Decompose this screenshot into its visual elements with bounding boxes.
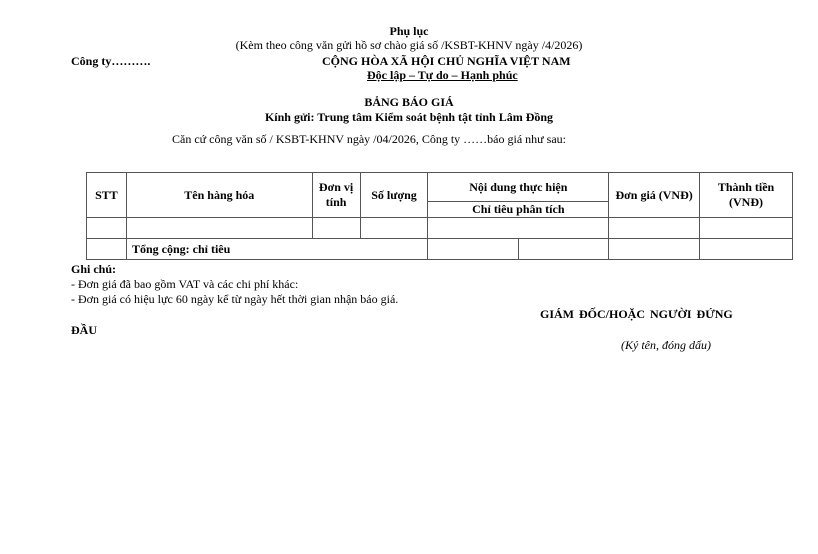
nation-title: CỘNG HÒA XÃ HỘI CHỦ NGHĨA VIỆT NAM (322, 54, 571, 68)
table-row (87, 218, 793, 239)
total-row (87, 239, 793, 260)
total-label: Tổng cộng: chỉ tiêu (126, 239, 428, 260)
table-cell[interactable] (428, 218, 609, 239)
table-cell[interactable] (428, 239, 519, 260)
header-quantity: Số lượng (360, 173, 428, 218)
header-unit-price: Đơn giá (VNĐ) (609, 173, 700, 218)
table-cell[interactable] (360, 218, 428, 239)
company-name: Công ty………. (71, 54, 151, 68)
header-item-name: Tên hàng hóa (126, 173, 312, 218)
header-content-sub: Chỉ tiêu phân tích (428, 202, 609, 218)
appendix-subtitle: (Kèm theo công văn gửi hồ sơ chào giá số /KSBT-KHNV ngày /4/2026) (235, 38, 583, 52)
quote-table (86, 172, 793, 260)
note-item: - Đơn giá đã bao gồm VAT và các chi phí khác: (71, 277, 299, 291)
basis-text: Căn cứ công văn số / KSBT-KHNV ngày /04/2026, Công ty ……báo giá như sau: (172, 132, 566, 146)
table-cell[interactable] (312, 218, 360, 239)
notes-title: Ghi chú: (71, 262, 117, 276)
header-content: Nội dung thực hiện (428, 173, 609, 202)
table-cell[interactable] (87, 218, 127, 239)
table-cell[interactable] (126, 218, 312, 239)
table-header-row (87, 173, 793, 202)
header-amount: Thành tiền (VNĐ) (700, 173, 793, 218)
table-cell[interactable] (700, 239, 793, 260)
header-stt: STT (87, 173, 127, 218)
table-cell[interactable] (519, 239, 609, 260)
header-unit: Đơn vị tính (312, 173, 360, 218)
motto: Độc lập – Tự do – Hạnh phúc (367, 68, 518, 82)
signature-instruction: (Ký tên, đóng dấu) (621, 338, 711, 352)
recipient: Kính gửi: Trung tâm Kiểm soát bệnh tật tỉnh Lâm Đồng (264, 110, 554, 124)
appendix-title: Phụ lục (389, 24, 429, 38)
table-cell[interactable] (609, 239, 700, 260)
table-cell[interactable] (87, 239, 127, 260)
signature-role-cont: ĐẦU (71, 323, 97, 337)
document-title: BẢNG BÁO GIÁ (364, 95, 454, 109)
signature-role: GIÁM ĐỐC/HOẶC NGƯỜI ĐỨNG (540, 307, 733, 321)
table-cell[interactable] (700, 218, 793, 239)
table-cell[interactable] (609, 218, 700, 239)
note-item: - Đơn giá có hiệu lực 60 ngày kể từ ngày hết thời gian nhận báo giá. (71, 292, 399, 306)
